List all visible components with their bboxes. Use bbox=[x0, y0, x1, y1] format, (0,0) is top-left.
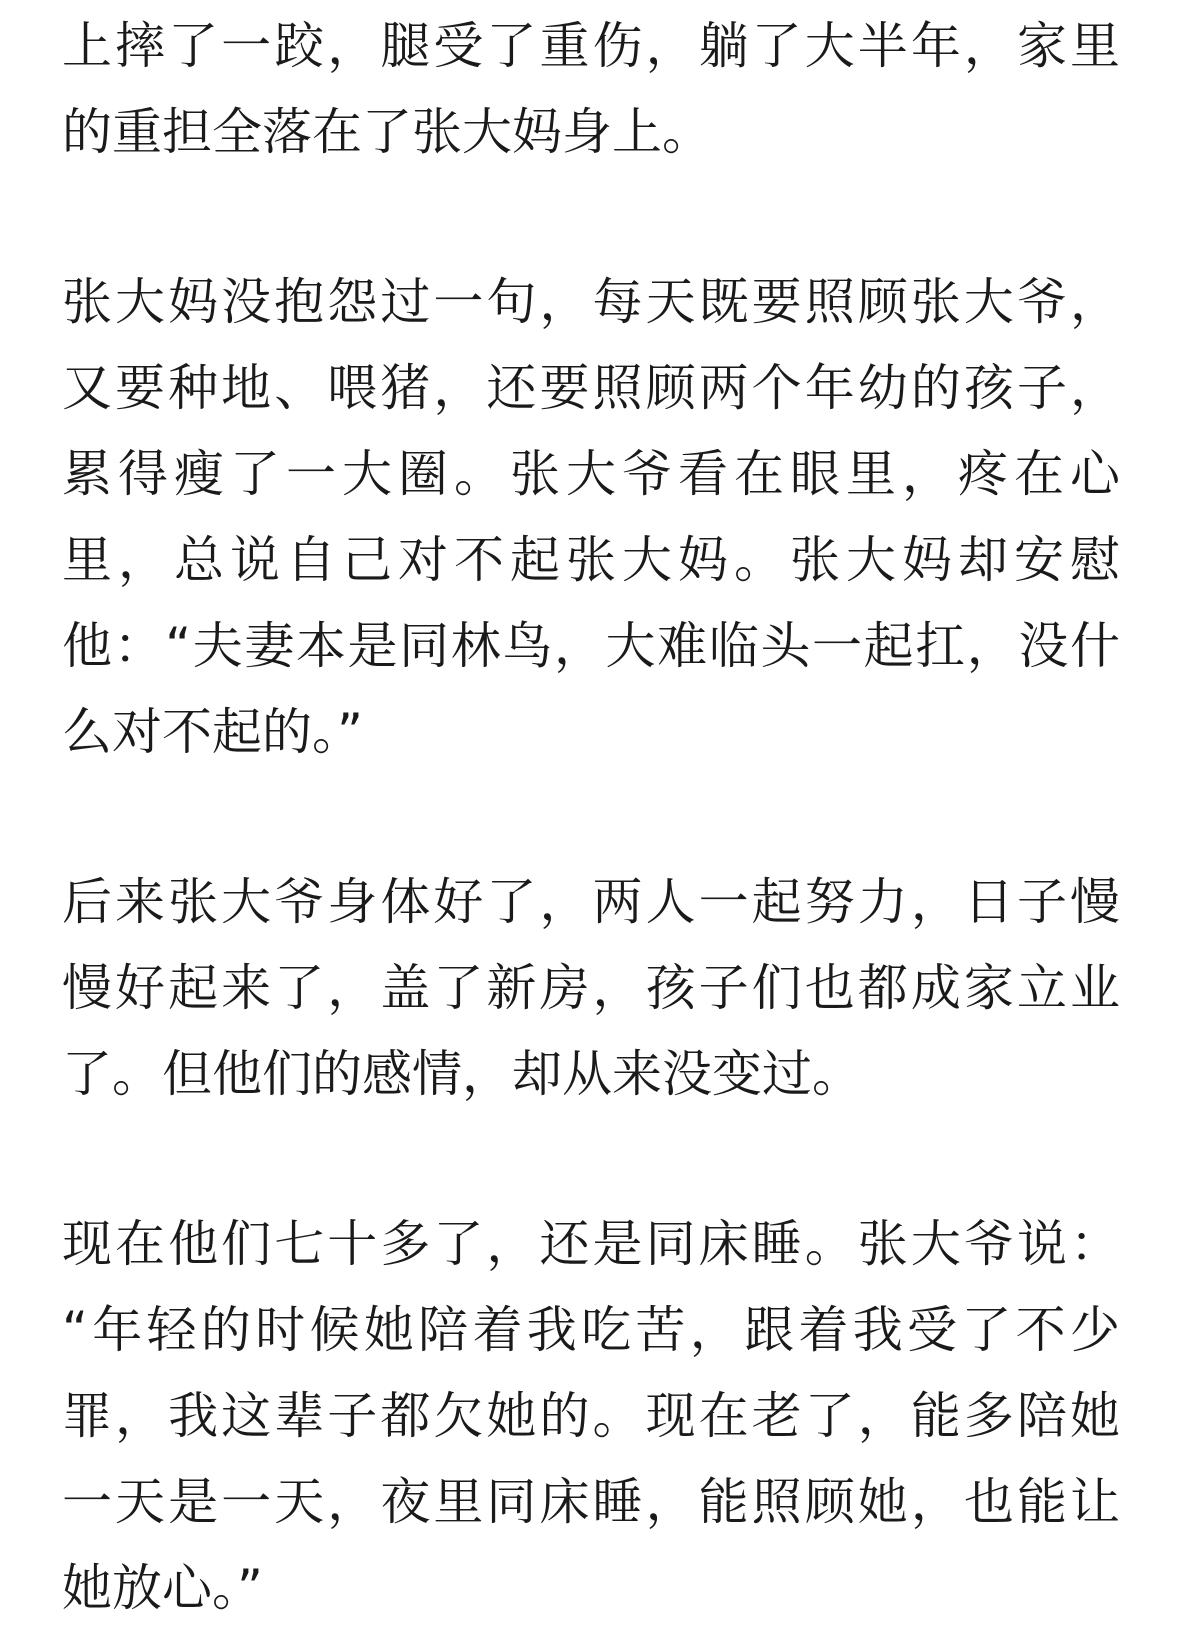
text-line: 慢好起来了，盖了新房，孩子们也都成家立业 bbox=[62, 959, 1120, 1017]
text-line: “年轻的时候她陪着我吃苦，跟着我受了不少 bbox=[62, 1301, 1120, 1359]
text-line: 里，总说自己对不起张大妈。张大妈却安慰 bbox=[62, 531, 1120, 589]
paragraph-gap bbox=[62, 775, 1120, 859]
text-line: 后来张大爷身体好了，两人一起努力，日子慢 bbox=[62, 873, 1120, 931]
text-line: 又要种地、喂猪，还要照顾两个年幼的孩子， bbox=[62, 359, 1120, 417]
paragraph bbox=[62, 3, 1120, 175]
text-line: 累得瘦了一大圈。张大爷看在眼里，疼在心 bbox=[62, 445, 1120, 503]
paragraph-gap bbox=[62, 1117, 1120, 1201]
text-line: 张大妈没抱怨过一句，每天既要照顾张大爷， bbox=[62, 273, 1120, 331]
text-line: 他：“夫妻本是同林鸟，大难临头一起扛，没什 bbox=[62, 617, 1120, 675]
text-line: 么对不起的。” bbox=[62, 703, 363, 761]
text-line: 她放心。” bbox=[62, 1559, 263, 1617]
text-line: 了。但他们的感情，却从来没变过。 bbox=[62, 1045, 862, 1103]
text-line: 上摔了一跤，腿受了重伤，躺了大半年，家里 bbox=[62, 17, 1120, 75]
paragraph-gap bbox=[62, 175, 1120, 259]
paragraph bbox=[62, 259, 1120, 775]
text-line: 现在他们七十多了，还是同床睡。张大爷说： bbox=[62, 1215, 1120, 1273]
article-body bbox=[62, 0, 1120, 1631]
text-line: 一天是一天，夜里同床睡，能照顾她，也能让 bbox=[62, 1473, 1120, 1531]
text-line: 罪，我这辈子都欠她的。现在老了，能多陪她 bbox=[62, 1387, 1120, 1445]
paragraph bbox=[62, 1201, 1120, 1631]
paragraph bbox=[62, 859, 1120, 1117]
text-line: 的重担全落在了张大妈身上。 bbox=[62, 103, 712, 161]
